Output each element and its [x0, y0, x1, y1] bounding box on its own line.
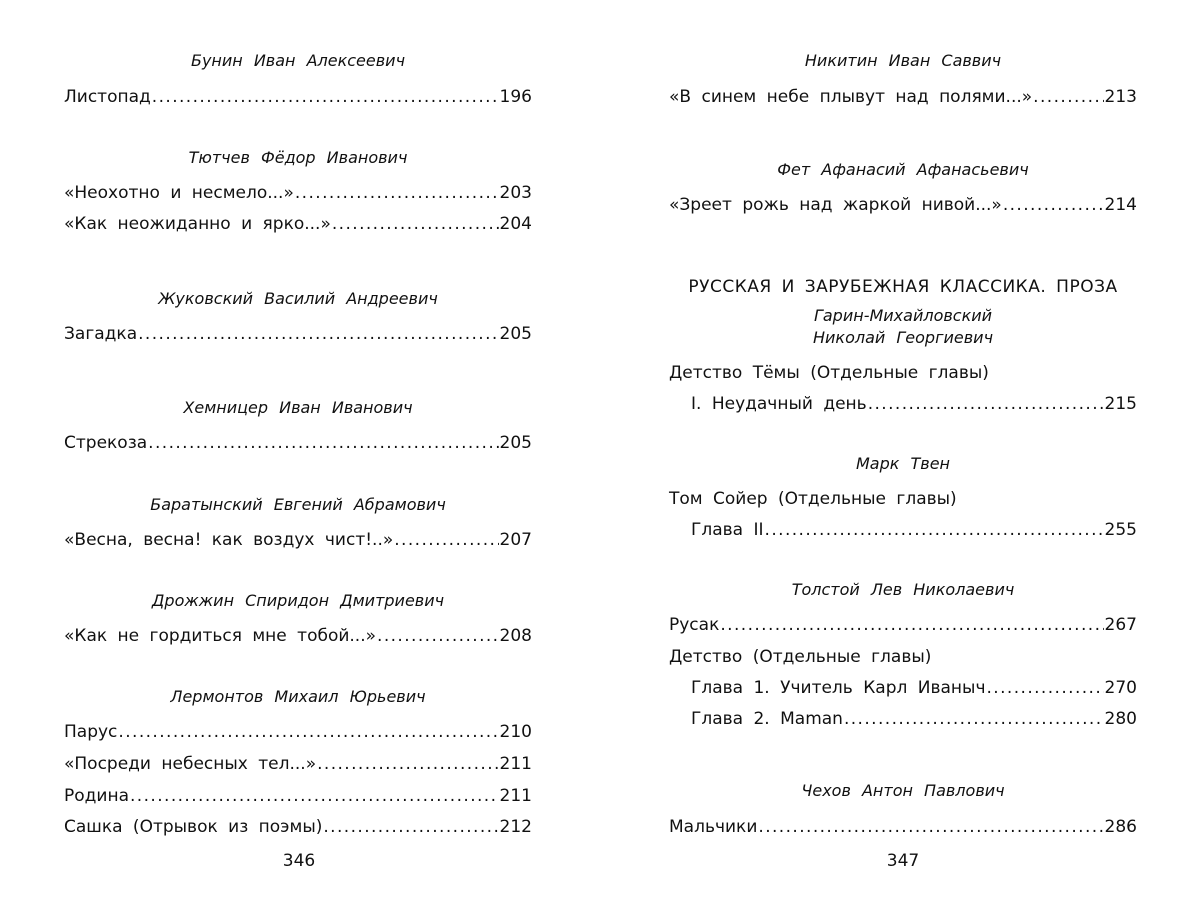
entry-page-number: 270	[1104, 678, 1137, 698]
dot-leader	[868, 393, 1104, 415]
author-heading: Хемницер Иван Иванович	[183, 398, 413, 417]
author-heading: Фет Афанасий Афанасьевич	[777, 160, 1029, 179]
toc-entry[interactable]	[64, 432, 532, 454]
work-heading: Детство Тёмы (Отдельные главы)	[669, 363, 989, 383]
entry-title: «Зреет рожь над жаркой нивой...»	[669, 195, 1002, 215]
entry-title: Загадка	[64, 324, 138, 344]
entry-page-number: 203	[499, 183, 532, 203]
entry-title: Глава 2. Maman	[691, 709, 843, 729]
right-page	[669, 0, 1137, 908]
dot-leader	[295, 182, 499, 204]
author-heading: Никитин Иван Саввич	[804, 51, 1002, 70]
toc-entry[interactable]	[64, 86, 532, 108]
entry-title: Стрекоза	[64, 433, 148, 453]
entry-page-number: 205	[499, 433, 532, 453]
toc-entry[interactable]	[64, 785, 532, 807]
entry-title: Листопад	[64, 87, 151, 107]
entry-page-number: 208	[499, 626, 532, 646]
dot-leader	[1003, 194, 1104, 216]
entry-page-number: 214	[1104, 195, 1137, 215]
entry-page-number: 205	[499, 324, 532, 344]
entry-title: «Неохотно и несмело...»	[64, 183, 294, 203]
dot-leader	[720, 614, 1103, 636]
work-heading: Том Сойер (Отдельные главы)	[669, 489, 957, 509]
entry-page-number: 280	[1104, 709, 1137, 729]
dot-leader	[987, 677, 1104, 699]
dot-leader	[394, 529, 498, 551]
entry-title: «Посреди небесных тел...»	[64, 754, 317, 774]
entry-page-number: 207	[499, 530, 532, 550]
toc-entry[interactable]	[669, 194, 1137, 216]
entry-page-number: 213	[1104, 87, 1137, 107]
toc-entry[interactable]	[64, 816, 532, 838]
author-heading: Баратынский Евгений Абрамович	[150, 495, 446, 514]
toc-entry[interactable]	[669, 393, 1137, 415]
author-heading: Тютчев Фёдор Иванович	[188, 148, 408, 167]
dot-leader	[138, 323, 498, 345]
author-heading: Бунин Иван Алексеевич	[190, 51, 406, 70]
author-heading: Николай Георгиевич	[812, 328, 994, 347]
author-heading: Лермонтов Михаил Юрьевич	[170, 687, 426, 706]
author-heading: Гарин-Михайловский	[813, 306, 993, 325]
dot-leader	[148, 432, 498, 454]
entry-title: Глава II	[691, 520, 764, 540]
entry-page-number: 212	[499, 817, 532, 837]
entry-title: I. Неудачный день	[691, 394, 867, 414]
author-heading: Чехов Антон Павлович	[801, 781, 1005, 800]
left-page	[64, 0, 532, 908]
work-heading: Детство (Отдельные главы)	[669, 647, 932, 667]
entry-title: Мальчики	[669, 817, 758, 837]
dot-leader	[118, 721, 498, 743]
dot-leader	[152, 86, 499, 108]
entry-page-number: 196	[499, 87, 532, 107]
dot-leader	[130, 785, 499, 807]
dot-leader	[317, 753, 498, 775]
author-heading: Дрожжин Спиридон Дмитриевич	[151, 591, 445, 610]
author-heading: Жуковский Василий Андреевич	[158, 289, 438, 308]
dot-leader	[323, 816, 498, 838]
entry-title: Глава 1. Учитель Карл Иваныч	[691, 678, 986, 698]
page-number-left: 346	[282, 851, 316, 871]
toc-entry[interactable]	[64, 323, 532, 345]
toc-entry[interactable]	[669, 519, 1137, 541]
toc-entry[interactable]	[64, 753, 532, 775]
dot-leader	[377, 625, 499, 647]
entry-page-number: 211	[499, 786, 532, 806]
entry-title: Сашка (Отрывок из поэмы)	[64, 817, 323, 837]
toc-entry[interactable]	[64, 213, 532, 235]
toc-entry[interactable]	[64, 625, 532, 647]
toc-entry[interactable]	[669, 708, 1137, 730]
entry-title: «Как неожиданно и ярко...»	[64, 214, 331, 234]
toc-entry[interactable]	[669, 86, 1137, 108]
entry-page-number: 204	[499, 214, 532, 234]
dot-leader	[1033, 86, 1103, 108]
entry-title: Родина	[64, 786, 129, 806]
section-title: РУССКАЯ И ЗАРУБЕЖНАЯ КЛАССИКА. ПРОЗА	[688, 277, 1118, 297]
dot-leader	[332, 213, 499, 235]
entry-page-number: 211	[499, 754, 532, 774]
entry-page-number: 286	[1104, 817, 1137, 837]
entry-title: Русак	[669, 615, 720, 635]
toc-entry[interactable]	[64, 529, 532, 551]
toc-entry[interactable]	[669, 816, 1137, 838]
dot-leader	[844, 708, 1104, 730]
toc-entry[interactable]	[669, 677, 1137, 699]
entry-page-number: 215	[1104, 394, 1137, 414]
entry-page-number: 255	[1104, 520, 1137, 540]
page-number-right: 347	[886, 851, 920, 871]
dot-leader	[758, 816, 1103, 838]
dot-leader	[765, 519, 1104, 541]
entry-page-number: 210	[499, 722, 532, 742]
author-heading: Толстой Лев Николаевич	[791, 580, 1015, 599]
toc-entry[interactable]	[64, 721, 532, 743]
entry-title: «Весна, весна! как воздух чист!..»	[64, 530, 394, 550]
entry-title: Парус	[64, 722, 118, 742]
author-heading: Марк Твен	[855, 454, 951, 473]
entry-page-number: 267	[1104, 615, 1137, 635]
entry-title: «Как не гордиться мне тобой...»	[64, 626, 377, 646]
toc-entry[interactable]	[64, 182, 532, 204]
entry-title: «В синем небе плывут над полями...»	[669, 87, 1033, 107]
toc-entry[interactable]	[669, 614, 1137, 636]
